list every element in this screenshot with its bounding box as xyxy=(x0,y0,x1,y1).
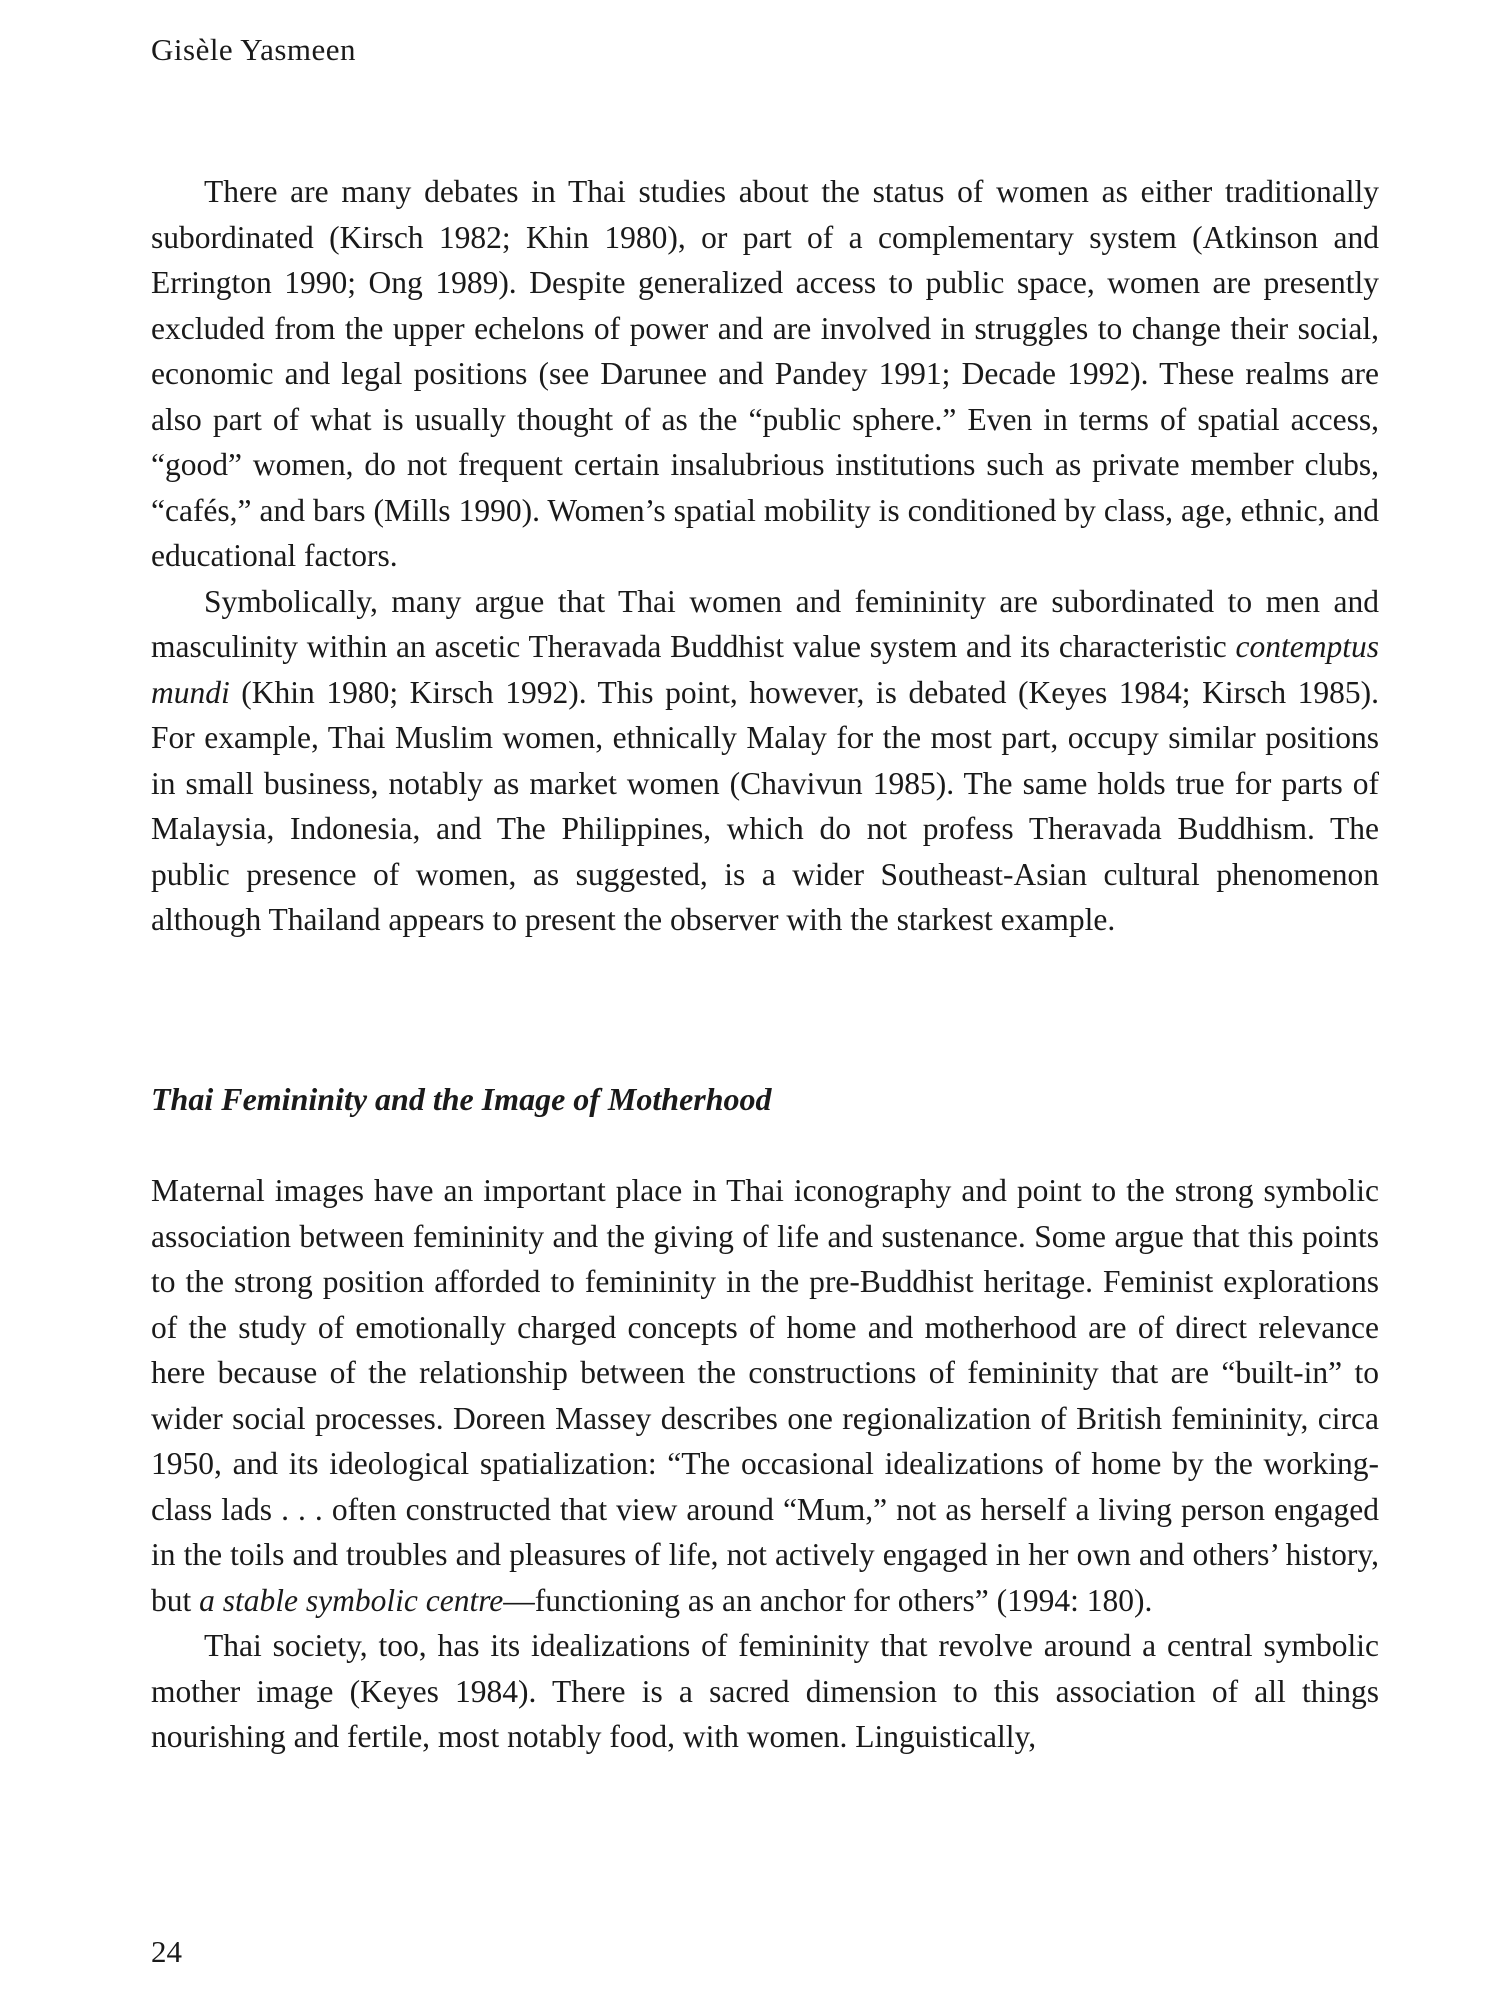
running-head-author: Gisèle Yasmeen xyxy=(151,32,357,67)
section-heading: Thai Femininity and the Image of Motherhood xyxy=(151,1081,772,1117)
italic-term-contemptus-mundi: contemptus mundi xyxy=(151,629,1379,710)
paragraph-status-of-women: There are many debates in Thai studies about the status of women as either traditionally subordinated (Kirsch 1982; Khin 1980), or part of a complementary system (Atkinson and Errington 1990; Ong 1989). Despite generalized access to public space, women are presently excluded from the upper echelons of power and are involved in struggles to change their social, economic and legal positions (see Darunee and Pandey 1991; Decade 1992). These realms are also part of what is usually thought of as the “public sphere.” Even in terms of spatial access, “good” women, do not frequent certain insalubrious institutions such as private member clubs, “cafés,” and bars (Mills 1990). Women’s spatial mobility is conditioned by class, age, ethnic, and educational factors. xyxy=(151,174,1379,573)
paragraph-symbolically xyxy=(151,579,1379,943)
body-text-block-1 xyxy=(151,169,1379,943)
paragraph-text: Maternal images have an important place in Thai iconography and point to the strong symbolic association between femininity and the giving of life and sustenance. Some argue that this points to the strong position afforded to femininity in the pre-Buddhist heritage. Feminist explorations of the study of emotionally charged concepts of home and motherhood are of direct relevance here because of the relationship between the constructions of femininity that are “built-in” to wider social processes. Doreen Massey describes one regionalization of British femininity, circa 1950, and its ideological spatialization: “The occasional idealizations of home by the working-class lads . . . often constructed that view around “Mum,” not as herself a living person engaged in the toils and troubles and pleasures of life, not actively engaged in her own and others’ history, but xyxy=(151,1173,1379,1618)
paragraph-thai-society: Thai society, too, has its idealizations of femininity that revolve around a central symbolic mother image (Keyes 1984). There is a sacred dimension to this association of all things nourishing and fertile, most notably food, with women. Linguistically, xyxy=(151,1628,1379,1754)
body-text-block-2 xyxy=(151,1168,1379,1760)
italic-phrase-stable-symbolic-centre: a stable symbolic centre xyxy=(199,1582,504,1618)
paragraph-maternal-images xyxy=(151,1168,1379,1623)
paragraph-text: —functioning as an anchor for others” (1994: 180). xyxy=(503,1582,1153,1618)
paragraph-text: (Khin 1980; Kirsch 1992). This point, however, is debated (Keyes 1984; Kirsch 1985). For example, Thai Muslim women, ethnically Malay for the most part, occupy similar positions in small business, notably as market women (Chavivun 1985). The same holds true for parts of Malaysia, Indonesia, and The Philippines, which do not profess Theravada Buddhism. The public presence of women, as suggested, is a wider Southeast-Asian cultural phenomenon although Thailand appears to present the observer with the starkest example. xyxy=(151,674,1379,937)
page-number: 24 xyxy=(151,1934,182,1969)
paragraph-text: Symbolically, many argue that Thai women and femininity are subordinated to men and masculinity within an ascetic Theravada Buddhist value system and its characteristic xyxy=(151,583,1379,664)
